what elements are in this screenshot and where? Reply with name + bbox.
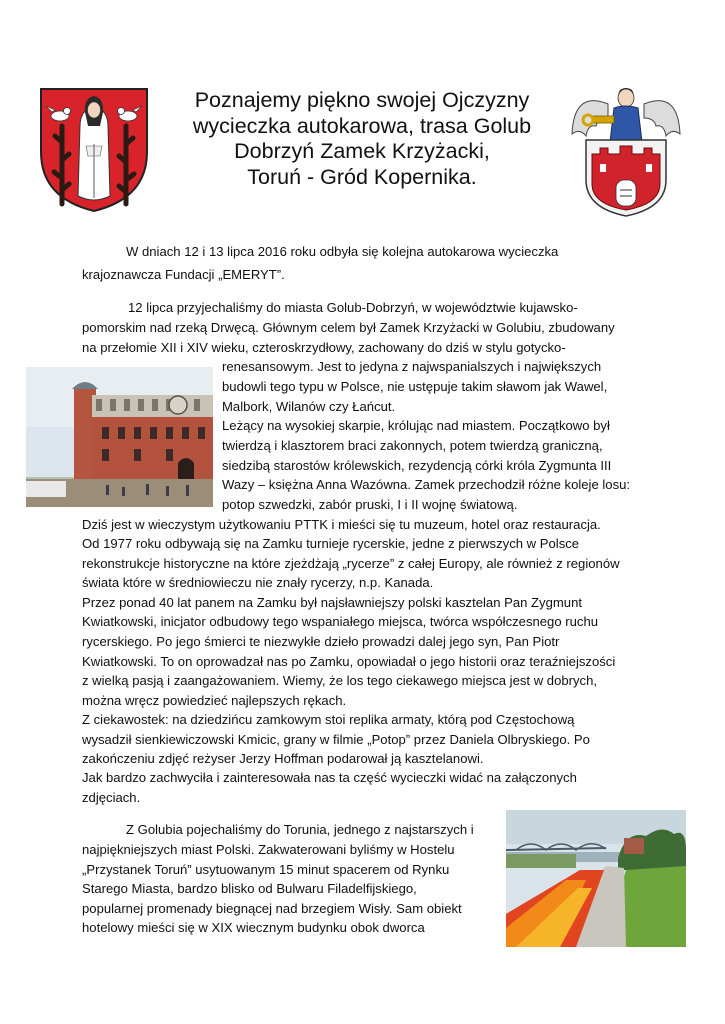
text-line: „Przystanek Toruń” usytuowanym 15 minut spacerem od Rynku: [82, 862, 450, 877]
text-line: Z ciekawostek: na dziedzińcu zamkowym stoi replika armaty, którą pod Częstochową: [82, 712, 575, 727]
text-line: Wazy – księżna Anna Wazówna. Zamek przechodził różne koleje losu:: [222, 477, 631, 492]
text-line: Malbork, Wilanów czy Łańcut.: [222, 399, 396, 414]
text-line: wysadził sienkiewiczowski Kmicic, grany w filmie „Potop” przez Daniela Olbryskiego. Po: [82, 732, 590, 747]
text-line: Dziś jest w wieczystym użytkowaniu PTTK i mieści się tu muzeum, hotel oraz restauracja.: [82, 517, 601, 532]
text-line: 12 lipca przyjechaliśmy do miasta Golub-Dobrzyń, w województwie kujawsko-: [128, 300, 578, 315]
text-line: świata które w średniowieczu nie znały rycerzy, n.p. Kanada.: [82, 575, 434, 590]
text-line: pomorskim nad rzeką Drwęcą. Głównym celem był Zamek Krzyżacki w Golubiu, zbudowany: [82, 320, 615, 335]
text-line: Kwiatkowski. To on oprowadzał nas po Zamku, opowiadał o jego historii oraz teraźniejszości: [82, 654, 616, 669]
photo-vistula-boulevard-torun: [506, 810, 686, 947]
text-line: Leżący na wysokiej skarpie, królując nad miastem. Początkowo był: [222, 418, 610, 433]
text-line: renesansowym. Jest to jedyna z najwspanialszych i największych: [222, 359, 602, 374]
text-line: popularnej promenady biegnącej nad brzegiem Wisły. Sam obiekt: [82, 901, 462, 916]
coat-of-arms-torun-image: [570, 84, 682, 218]
text-line: rycerskiego. Po jego śmierci te niezwykłe dzieło prowadzi dalej jego syn, Pan Piotr: [82, 634, 560, 649]
text-line: z wielką pasją i zaangażowaniem. Wiemy, że los tego ciekawego miejsca jest w dobrych,: [82, 673, 598, 688]
text-line: Jak bardzo zachwyciła i zainteresowała nas ta część wycieczki widać na załączonych: [82, 770, 577, 785]
text-line: zakończeniu zdjęć reżyser Jerzy Hoffman podarował ją kasztelanowi.: [82, 751, 484, 766]
text-line: zdjęciach.: [82, 790, 141, 805]
text-line: twierdzą i klasztorem braci zakonnych, potem twierdzą graniczną,: [222, 438, 603, 453]
text-line: W dniach 12 i 13 lipca 2016 roku odbyła się kolejna autokarowa wycieczka: [126, 244, 559, 259]
text-line: Z Golubia pojechaliśmy do Torunia, jednego z najstarszych i: [126, 822, 474, 837]
text-line: krajoznawcza Fundacji „EMERYT”.: [82, 267, 285, 282]
coat-of-arms-golub-dobrzyn-image: [38, 86, 150, 214]
text-line: potop szwedzki, zabór pruski, I i II wojnę światową.: [222, 497, 518, 512]
text-line: Starego Miasta, bardzo blisko od Bulwaru Filadelfijskiego,: [82, 881, 417, 896]
text-line: Kwiatkowski, inicjator odbudowy tego wspaniałego miejsca, twórca współczesnego ruchu: [82, 614, 599, 629]
title-line: Toruń - Gród Kopernika.: [247, 164, 477, 189]
text-line: Od 1977 roku odbywają się na Zamku turnieje rycerskie, jedne z pierwszych w Polsce: [82, 536, 580, 551]
text-line: Przez ponad 40 lat panem na Zamku był najsławniejszy polski kasztelan Pan Zygmunt: [82, 595, 582, 610]
text-line: na przełomie XII i XIV wieku, czteroskrzydłowy, zachowany do dziś w stylu gotycko-: [82, 340, 566, 355]
title-line: Dobrzyń Zamek Krzyżacki,: [234, 139, 490, 163]
text-line: można wręcz powiedzieć najlepszych rękach.: [82, 693, 347, 708]
text-line: rekonstrukcje historyczne na które zjeżdżają „rycerze” z całej Europy, ale również z regionów: [82, 556, 620, 571]
text-line: siedzibą starostów królewskich, rezydencją córki króla Zygmunta III: [222, 458, 612, 473]
title-line: wycieczka autokarowa, trasa Golub: [192, 113, 532, 138]
text-line: hotelowy mieści się w XIX wiecznym budynku obok dworca: [82, 920, 425, 935]
text-line: najpiękniejszych miast Polski. Zakwaterowani byliśmy w Hostelu: [82, 842, 455, 857]
photo-castle-golub: [26, 367, 213, 507]
text-line: budowli tego typu w Polsce, nie ustępuje takim sławom jak Wawel,: [222, 379, 608, 394]
title-line: Poznajemy piękno swojej Ojczyzny: [194, 88, 530, 112]
document-title: [168, 88, 556, 190]
